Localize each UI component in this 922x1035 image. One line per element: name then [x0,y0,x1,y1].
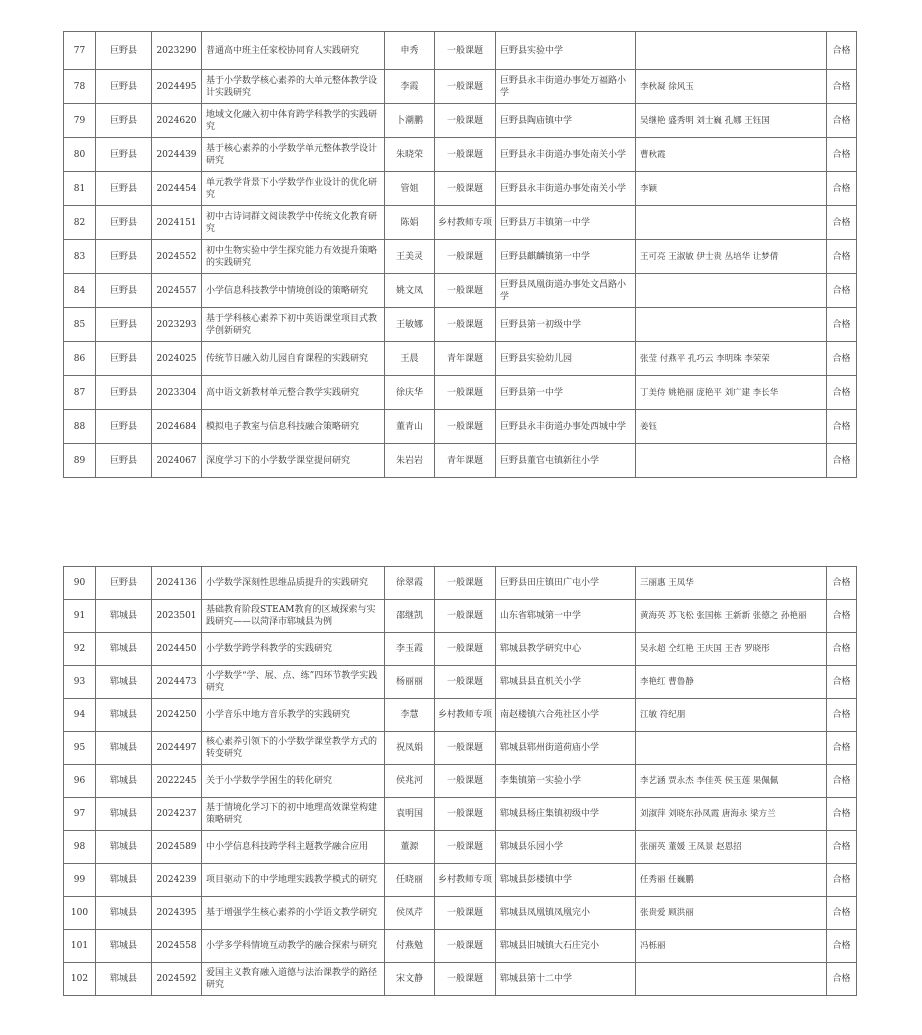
cell-unit: 巨野县田庄镇田广屯小学 [496,567,636,600]
cell-project-code: 2023290 [152,32,202,70]
cell-unit: 郓城县第十二中学 [496,963,636,996]
cell-result: 合格 [827,567,857,600]
cell-leader: 李霞 [385,70,435,104]
cell-leader: 申秀 [385,32,435,70]
cell-project-type: 一般课题 [435,765,496,798]
cell-number: 94 [64,699,96,732]
cell-county: 巨野县 [96,444,152,478]
cell-result: 合格 [827,798,857,831]
cell-project-type: 青年课题 [435,444,496,478]
cell-county: 郓城县 [96,798,152,831]
cell-number: 91 [64,600,96,633]
cell-project-code: 2023293 [152,308,202,342]
cell-unit: 巨野县凤凰街道办事处文昌路小学 [496,274,636,308]
cell-number: 98 [64,831,96,864]
cell-unit: 巨野县第一中学 [496,376,636,410]
cell-project-code: 2024497 [152,732,202,765]
cell-project-code: 2024552 [152,240,202,274]
cell-project-code: 2023304 [152,376,202,410]
cell-members: 丁美侍 姚艳丽 庞艳平 刘广建 李长华 [636,376,827,410]
cell-number: 89 [64,444,96,478]
cell-project-type: 一般课题 [435,831,496,864]
cell-county: 郓城县 [96,699,152,732]
cell-county: 巨野县 [96,104,152,138]
cell-project-title: 地域文化融入初中体育跨学科教学的实践研究 [202,104,385,138]
cell-leader: 卜潮鹏 [385,104,435,138]
cell-project-type: 一般课题 [435,666,496,699]
cell-result: 合格 [827,732,857,765]
cell-project-title: 小学数学“学、展、点、练”四环节教学实践研究 [202,666,385,699]
cell-project-type: 一般课题 [435,70,496,104]
cell-unit: 巨野县永丰街道办事处南关小学 [496,172,636,206]
cell-number: 97 [64,798,96,831]
cell-unit: 山东省郓城第一中学 [496,600,636,633]
cell-result: 合格 [827,104,857,138]
cell-county: 巨野县 [96,70,152,104]
cell-members [636,444,827,478]
cell-unit: 郓城县旧城镇大石庄完小 [496,930,636,963]
cell-leader: 朱岩岩 [385,444,435,478]
cell-project-type: 一般课题 [435,798,496,831]
table-row [64,274,857,308]
cell-county: 郓城县 [96,765,152,798]
cell-result: 合格 [827,444,857,478]
cell-number: 83 [64,240,96,274]
cell-unit: 郓城县彭楼镇中学 [496,864,636,897]
cell-unit: 南赵楼镇六合苑社区小学 [496,699,636,732]
cell-result: 合格 [827,963,857,996]
cell-project-code: 2024495 [152,70,202,104]
cell-project-type: 一般课题 [435,567,496,600]
cell-unit: 巨野县永丰街道办事处南关小学 [496,138,636,172]
cell-county: 郓城县 [96,732,152,765]
cell-leader: 付燕勉 [385,930,435,963]
cell-project-code: 2024592 [152,963,202,996]
cell-leader: 邵继凯 [385,600,435,633]
cell-number: 95 [64,732,96,765]
cell-project-code: 2024557 [152,274,202,308]
cell-county: 郓城县 [96,930,152,963]
cell-members: 张贵爱 顾洪丽 [636,897,827,930]
cell-county: 郓城县 [96,864,152,897]
cell-project-type: 一般课题 [435,274,496,308]
cell-county: 郓城县 [96,666,152,699]
cell-number: 82 [64,206,96,240]
cell-unit: 郓城县县直机关小学 [496,666,636,699]
cell-result: 合格 [827,206,857,240]
cell-result: 合格 [827,138,857,172]
cell-result: 合格 [827,376,857,410]
cell-number: 77 [64,32,96,70]
cell-project-title: 核心素养引领下的小学数学课堂教学方式的转变研究 [202,732,385,765]
cell-unit: 李集镇第一实验小学 [496,765,636,798]
cell-unit: 郓城县郓州街道荷庙小学 [496,732,636,765]
cell-result: 合格 [827,897,857,930]
cell-project-title: 小学多学科情境互动教学的融合探索与研究 [202,930,385,963]
cell-unit: 巨野县万丰镇第一中学 [496,206,636,240]
table-row [64,206,857,240]
table-row [64,172,857,206]
table-row [64,32,857,70]
cell-unit: 巨野县实验幼儿园 [496,342,636,376]
cell-unit: 巨野县董官屯镇新往小学 [496,444,636,478]
cell-members [636,308,827,342]
table-row [64,104,857,138]
project-table-bottom [63,566,857,996]
cell-number: 85 [64,308,96,342]
cell-result: 合格 [827,633,857,666]
cell-unit: 巨野县实验中学 [496,32,636,70]
table-row [64,138,857,172]
cell-number: 80 [64,138,96,172]
cell-project-title: 普通高中班主任家校协同育人实践研究 [202,32,385,70]
cell-leader: 董源 [385,831,435,864]
cell-unit: 巨野县麒麟镇第一中学 [496,240,636,274]
cell-unit: 巨野县陶庙镇中学 [496,104,636,138]
cell-number: 78 [64,70,96,104]
cell-project-title: 基于学科核心素养下初中英语课堂项目式教学创新研究 [202,308,385,342]
cell-members: 三丽惠 王凤华 [636,567,827,600]
cell-project-type: 乡村教师专项 [435,864,496,897]
table-row [64,376,857,410]
table-row [64,567,857,600]
cell-project-code: 2023501 [152,600,202,633]
cell-project-code: 2024684 [152,410,202,444]
cell-project-code: 2024395 [152,897,202,930]
cell-project-type: 一般课题 [435,240,496,274]
cell-leader: 陈娟 [385,206,435,240]
cell-project-title: 初中生物实验中学生探究能力有效提升策略的实践研究 [202,240,385,274]
table-row [64,70,857,104]
cell-leader: 朱晓荣 [385,138,435,172]
cell-number: 86 [64,342,96,376]
cell-project-type: 一般课题 [435,376,496,410]
cell-project-code: 2024473 [152,666,202,699]
cell-members [636,274,827,308]
cell-project-code: 2024151 [152,206,202,240]
cell-leader: 侯凤芹 [385,897,435,930]
cell-leader: 李玉霞 [385,633,435,666]
cell-result: 合格 [827,240,857,274]
cell-project-code: 2024558 [152,930,202,963]
cell-leader: 徐庆华 [385,376,435,410]
cell-unit: 郓城县杨庄集镇初级中学 [496,798,636,831]
cell-result: 合格 [827,666,857,699]
cell-result: 合格 [827,308,857,342]
cell-county: 巨野县 [96,376,152,410]
cell-project-title: 基础教育阶段STEAM教育的区域探索与实践研究——以菏泽市郓城县为例 [202,600,385,633]
cell-county: 郓城县 [96,831,152,864]
cell-county: 巨野县 [96,274,152,308]
cell-unit: 郓城县凤凰镇凤凰完小 [496,897,636,930]
cell-project-title: 单元教学背景下小学数学作业设计的优化研究 [202,172,385,206]
cell-project-type: 一般课题 [435,308,496,342]
cell-number: 87 [64,376,96,410]
table-row [64,240,857,274]
cell-number: 92 [64,633,96,666]
cell-county: 巨野县 [96,410,152,444]
cell-project-type: 一般课题 [435,104,496,138]
cell-county: 巨野县 [96,172,152,206]
cell-project-title: 小学数学跨学科教学的实践研究 [202,633,385,666]
cell-result: 合格 [827,410,857,444]
cell-result: 合格 [827,70,857,104]
cell-project-code: 2024454 [152,172,202,206]
cell-project-type: 一般课题 [435,930,496,963]
cell-leader: 姚文凤 [385,274,435,308]
table-row [64,308,857,342]
cell-project-title: 爱国主义教育融入道德与法治课教学的路径研究 [202,963,385,996]
cell-county: 巨野县 [96,308,152,342]
cell-result: 合格 [827,342,857,376]
project-table-top [63,31,857,478]
cell-project-type: 一般课题 [435,32,496,70]
cell-project-title: 传统节日融入幼儿园自育课程的实践研究 [202,342,385,376]
cell-number: 100 [64,897,96,930]
cell-number: 102 [64,963,96,996]
cell-leader: 王晨 [385,342,435,376]
cell-project-title: 项目驱动下的中学地理实践教学模式的研究 [202,864,385,897]
cell-number: 96 [64,765,96,798]
cell-leader: 宋文静 [385,963,435,996]
cell-project-title: 小学信息科技教学中情境创设的策略研究 [202,274,385,308]
cell-members: 李秋凝 徐风玉 [636,70,827,104]
cell-project-title: 高中语文新教材单元整合教学实践研究 [202,376,385,410]
cell-number: 84 [64,274,96,308]
cell-project-code: 2024620 [152,104,202,138]
cell-project-code: 2024067 [152,444,202,478]
table-body [64,567,857,996]
cell-county: 郓城县 [96,633,152,666]
cell-project-code: 2024450 [152,633,202,666]
cell-result: 合格 [827,831,857,864]
cell-result: 合格 [827,930,857,963]
cell-members [636,32,827,70]
cell-result: 合格 [827,765,857,798]
cell-number: 90 [64,567,96,600]
cell-result: 合格 [827,600,857,633]
cell-county: 郓城县 [96,897,152,930]
cell-project-code: 2022245 [152,765,202,798]
cell-members: 姜钰 [636,410,827,444]
cell-county: 巨野县 [96,32,152,70]
cell-members: 刘淑萍 刘晓东孙凤霞 唐海永 梁方兰 [636,798,827,831]
cell-unit: 巨野县永丰街道办事处万福路小学 [496,70,636,104]
cell-number: 88 [64,410,96,444]
table-row [64,633,857,666]
cell-project-type: 一般课题 [435,172,496,206]
cell-members: 李艺涵 贾永杰 李佳英 侯玉莲 果佩佩 [636,765,827,798]
cell-number: 101 [64,930,96,963]
table-row [64,765,857,798]
cell-members: 任秀丽 任巍鹏 [636,864,827,897]
cell-leader: 徐翠霞 [385,567,435,600]
cell-members: 吴继艳 盛秀明 刘士巍 孔娜 王钰国 [636,104,827,138]
cell-unit: 巨野县永丰街道办事处西城中学 [496,410,636,444]
cell-leader: 王敏娜 [385,308,435,342]
cell-unit: 巨野县第一初级中学 [496,308,636,342]
cell-number: 81 [64,172,96,206]
cell-project-title: 小学音乐中地方音乐教学的实践研究 [202,699,385,732]
cell-members: 张丽英 董媛 王凤景 赵恩招 [636,831,827,864]
cell-leader: 杨丽丽 [385,666,435,699]
cell-project-title: 基于小学数学核心素养的大单元整体教学设计实践研究 [202,70,385,104]
cell-county: 巨野县 [96,240,152,274]
cell-project-code: 2024589 [152,831,202,864]
cell-result: 合格 [827,864,857,897]
cell-project-title: 基于增强学生核心素养的小学语文教学研究 [202,897,385,930]
cell-leader: 任晓丽 [385,864,435,897]
cell-leader: 祝凤娟 [385,732,435,765]
cell-project-code: 2024025 [152,342,202,376]
cell-project-title: 模拟电子教室与信息科技融合策略研究 [202,410,385,444]
cell-project-type: 一般课题 [435,732,496,765]
cell-members: 冯栎丽 [636,930,827,963]
cell-number: 79 [64,104,96,138]
cell-project-title: 基于情境化学习下的初中地理高效课堂构建策略研究 [202,798,385,831]
cell-result: 合格 [827,699,857,732]
cell-project-title: 中小学信息科技跨学科主题教学融合应用 [202,831,385,864]
cell-result: 合格 [827,32,857,70]
cell-members: 王可亮 王淑敏 伊士贵 丛培华 让梦倩 [636,240,827,274]
cell-county: 巨野县 [96,138,152,172]
cell-project-type: 一般课题 [435,410,496,444]
cell-project-type: 青年课题 [435,342,496,376]
table-row [64,342,857,376]
cell-project-type: 一般课题 [435,963,496,996]
cell-number: 93 [64,666,96,699]
cell-unit: 郓城县乐园小学 [496,831,636,864]
table-row [64,798,857,831]
cell-project-code: 2024136 [152,567,202,600]
cell-project-title: 基于核心素养的小学数学单元整体教学设计研究 [202,138,385,172]
cell-project-code: 2024237 [152,798,202,831]
cell-leader: 袁明国 [385,798,435,831]
cell-leader: 管姐 [385,172,435,206]
cell-county: 巨野县 [96,567,152,600]
cell-leader: 李慧 [385,699,435,732]
table-row [64,963,857,996]
cell-project-title: 关于小学数学学困生的转化研究 [202,765,385,798]
cell-county: 巨野县 [96,206,152,240]
cell-members: 江敏 符纪朋 [636,699,827,732]
cell-county: 郓城县 [96,600,152,633]
cell-members: 黄海英 苏飞松 张国栋 王新新 张德之 孙艳丽 [636,600,827,633]
table-row [64,666,857,699]
table-row [64,732,857,765]
cell-project-code: 2024250 [152,699,202,732]
cell-project-type: 一般课题 [435,138,496,172]
cell-county: 巨野县 [96,342,152,376]
table-row [64,864,857,897]
cell-project-title: 小学数学深刻性思维品质提升的实践研究 [202,567,385,600]
cell-project-type: 一般课题 [435,633,496,666]
cell-project-type: 乡村教师专项 [435,206,496,240]
cell-project-type: 乡村教师专项 [435,699,496,732]
cell-members: 李颖 [636,172,827,206]
cell-project-title: 初中古诗词群文阅读教学中传统文化教育研究 [202,206,385,240]
cell-project-title: 深度学习下的小学数学课堂提问研究 [202,444,385,478]
cell-result: 合格 [827,172,857,206]
cell-members [636,206,827,240]
cell-project-type: 一般课题 [435,897,496,930]
table-body [64,32,857,478]
table-row [64,410,857,444]
cell-project-code: 2024239 [152,864,202,897]
cell-number: 99 [64,864,96,897]
table-row [64,831,857,864]
cell-members [636,732,827,765]
cell-unit: 郓城县教学研究中心 [496,633,636,666]
table-row [64,444,857,478]
cell-members: 吴永超 仝红艳 王庆国 王杏 罗晓彤 [636,633,827,666]
table-row [64,930,857,963]
cell-project-type: 一般课题 [435,600,496,633]
table-row [64,699,857,732]
cell-members: 曹秋霞 [636,138,827,172]
cell-members: 张莹 付燕平 孔巧云 李明珠 李荣荣 [636,342,827,376]
cell-leader: 董青山 [385,410,435,444]
cell-leader: 侯兆河 [385,765,435,798]
cell-county: 郓城县 [96,963,152,996]
table-row [64,897,857,930]
cell-members: 李艳红 曹鲁静 [636,666,827,699]
cell-project-code: 2024439 [152,138,202,172]
cell-leader: 王美灵 [385,240,435,274]
table-row [64,600,857,633]
cell-result: 合格 [827,274,857,308]
cell-members [636,963,827,996]
